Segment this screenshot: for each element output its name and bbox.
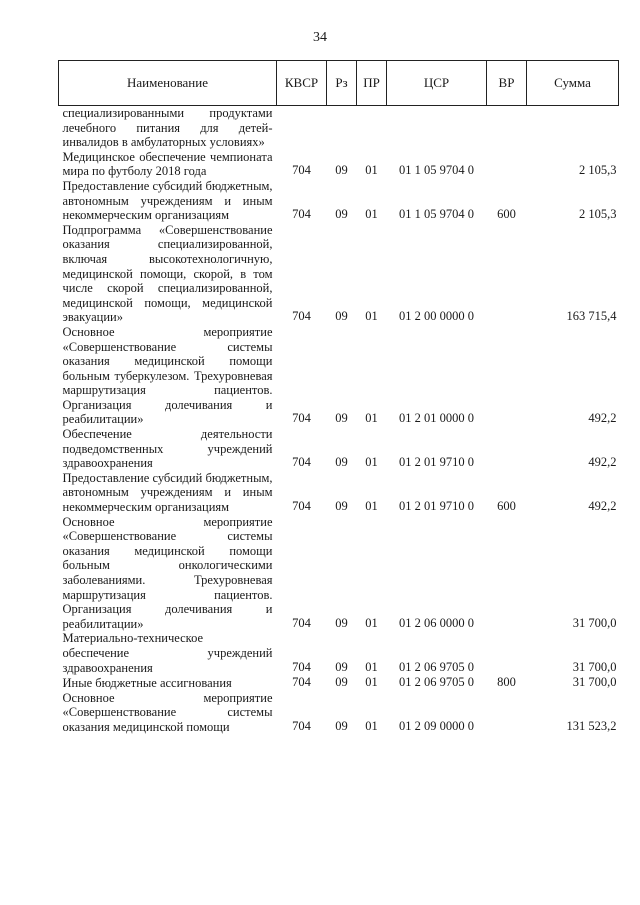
table-row: [59, 150, 619, 179]
page-number: 34: [313, 30, 327, 45]
budget-table: [58, 60, 619, 735]
row-pr: 01: [365, 163, 378, 178]
row-sum: 163 715,4: [566, 309, 617, 324]
table-row: [59, 675, 619, 691]
row-name: Основное мероприятие «Совершенствование системы оказания медицинской помощи: [62, 690, 273, 734]
row-rz: 09: [335, 163, 348, 178]
row-csr: 01 2 09 0000 0: [399, 718, 474, 733]
row-sum: 131 523,2: [566, 718, 617, 733]
table-row: [59, 427, 619, 471]
row-csr: 01 2 00 0000 0: [399, 309, 474, 324]
row-pr: 01: [365, 659, 378, 674]
table-row: [59, 179, 619, 223]
row-name: Обеспечение деятельности подведомственных учреждений здравоохранения: [62, 427, 273, 471]
table-row: [59, 631, 619, 675]
row-pr: 01: [365, 309, 378, 324]
table-row: [59, 223, 619, 325]
row-rz: 09: [335, 615, 348, 630]
row-name: Материально-техническое обеспечение учреждений здравоохранения: [62, 631, 273, 675]
row-vr: 600: [497, 499, 516, 514]
row-rz: 09: [335, 718, 348, 733]
row-vr: [487, 150, 527, 179]
row-vr: 600: [497, 207, 516, 222]
row-rz: 09: [335, 499, 348, 514]
row-vr: [487, 223, 527, 325]
row-rz: 09: [335, 455, 348, 470]
row-kvsr: 704: [292, 675, 311, 690]
row-vr: [487, 631, 527, 675]
row-rz: 09: [335, 309, 348, 324]
row-vr: 800: [497, 675, 516, 690]
row-sum: 2 105,3: [579, 163, 617, 178]
row-kvsr: 704: [292, 207, 311, 222]
row-pr: 01: [365, 718, 378, 733]
row-name: Иные бюджетные ассигнования: [62, 676, 232, 691]
row-vr: [487, 515, 527, 632]
row-sum: 492,2: [588, 411, 617, 426]
row-sum: [527, 106, 619, 150]
row-csr: 01 2 06 0000 0: [399, 615, 474, 630]
table-row: [59, 325, 619, 427]
table-row: [59, 515, 619, 632]
column-header-kvsr: КВСР: [277, 61, 327, 106]
row-vr: [487, 427, 527, 471]
row-kvsr: 704: [292, 718, 311, 733]
row-pr: 01: [365, 455, 378, 470]
row-csr: 01 2 06 9705 0: [399, 659, 474, 674]
column-header-name: Наименование: [59, 61, 277, 106]
row-pr: 01: [365, 207, 378, 222]
row-rz: 09: [335, 659, 348, 674]
column-header-sum: Сумма: [527, 61, 619, 106]
table-row: [59, 471, 619, 515]
column-header-csr: ЦСР: [387, 61, 487, 106]
row-kvsr: 704: [292, 163, 311, 178]
row-vr: [487, 325, 527, 427]
row-csr: 01 2 01 9710 0: [399, 455, 474, 470]
row-sum: 492,2: [588, 455, 617, 470]
row-name: Предоставление субсидий бюджетным, автономным учреждениям и иным некоммерческим организациям: [62, 178, 273, 223]
row-name: Основное мероприятие «Совершенствование системы оказания медицинской помощи больным туберкулезом. Трехуровневая маршрутизация пациентов. Организация долечивания и реабилитации»: [62, 324, 273, 427]
row-name: Предоставление субсидий бюджетным, автономным учреждениям и иным некоммерческим организациям: [62, 470, 273, 515]
row-name: специализированными продуктами лечебного питания для детей-инвалидов в амбулаторных условиях»: [62, 106, 273, 150]
row-pr: 01: [365, 615, 378, 630]
row-pr: 01: [365, 499, 378, 514]
row-sum: 31 700,0: [572, 659, 617, 674]
row-csr: [387, 106, 487, 150]
row-csr: 01 1 05 9704 0: [399, 207, 474, 222]
row-pr: 01: [365, 411, 378, 426]
row-name: Основное мероприятие «Совершенствование системы оказания медицинской помощи больным онкологическими заболеваниями. Трехуровневая маршрутизация пациентов. Организация долечивания и реабилитации»: [62, 514, 273, 631]
row-name: Подпрограмма «Совершенствование оказания специализированной, включая высокотехнологичную, медицинской помощи, скорой, в том числе скорой специализированной, медицинской помощи, медицинской эвакуации»: [62, 222, 273, 325]
column-header-vr: ВР: [487, 61, 527, 106]
row-sum: 31 700,0: [572, 675, 617, 690]
table-row: [59, 691, 619, 735]
row-vr: [487, 106, 527, 150]
row-kvsr: [277, 106, 327, 150]
row-rz: 09: [335, 675, 348, 690]
table-header: [59, 61, 619, 106]
row-sum: 492,2: [588, 499, 617, 514]
table-row: [59, 106, 619, 150]
column-header-pr: ПР: [357, 61, 387, 106]
column-header-rz: Рз: [327, 61, 357, 106]
row-kvsr: 704: [292, 499, 311, 514]
row-rz: 09: [335, 411, 348, 426]
row-rz: 09: [335, 207, 348, 222]
row-pr: [357, 106, 387, 150]
row-sum: 31 700,0: [572, 615, 617, 630]
row-name: Медицинское обеспечение чемпионата мира по футболу 2018 года: [62, 149, 273, 179]
row-kvsr: 704: [292, 615, 311, 630]
row-vr: [487, 691, 527, 735]
row-kvsr: 704: [292, 659, 311, 674]
row-csr: 01 2 06 9705 0: [399, 675, 474, 690]
row-csr: 01 2 01 9710 0: [399, 499, 474, 514]
row-pr: 01: [365, 675, 378, 690]
row-csr: 01 2 01 0000 0: [399, 411, 474, 426]
row-kvsr: 704: [292, 411, 311, 426]
row-kvsr: 704: [292, 455, 311, 470]
row-rz: [327, 106, 357, 150]
table-body: [59, 106, 619, 735]
row-sum: 2 105,3: [579, 207, 617, 222]
row-csr: 01 1 05 9704 0: [399, 163, 474, 178]
row-kvsr: 704: [292, 309, 311, 324]
